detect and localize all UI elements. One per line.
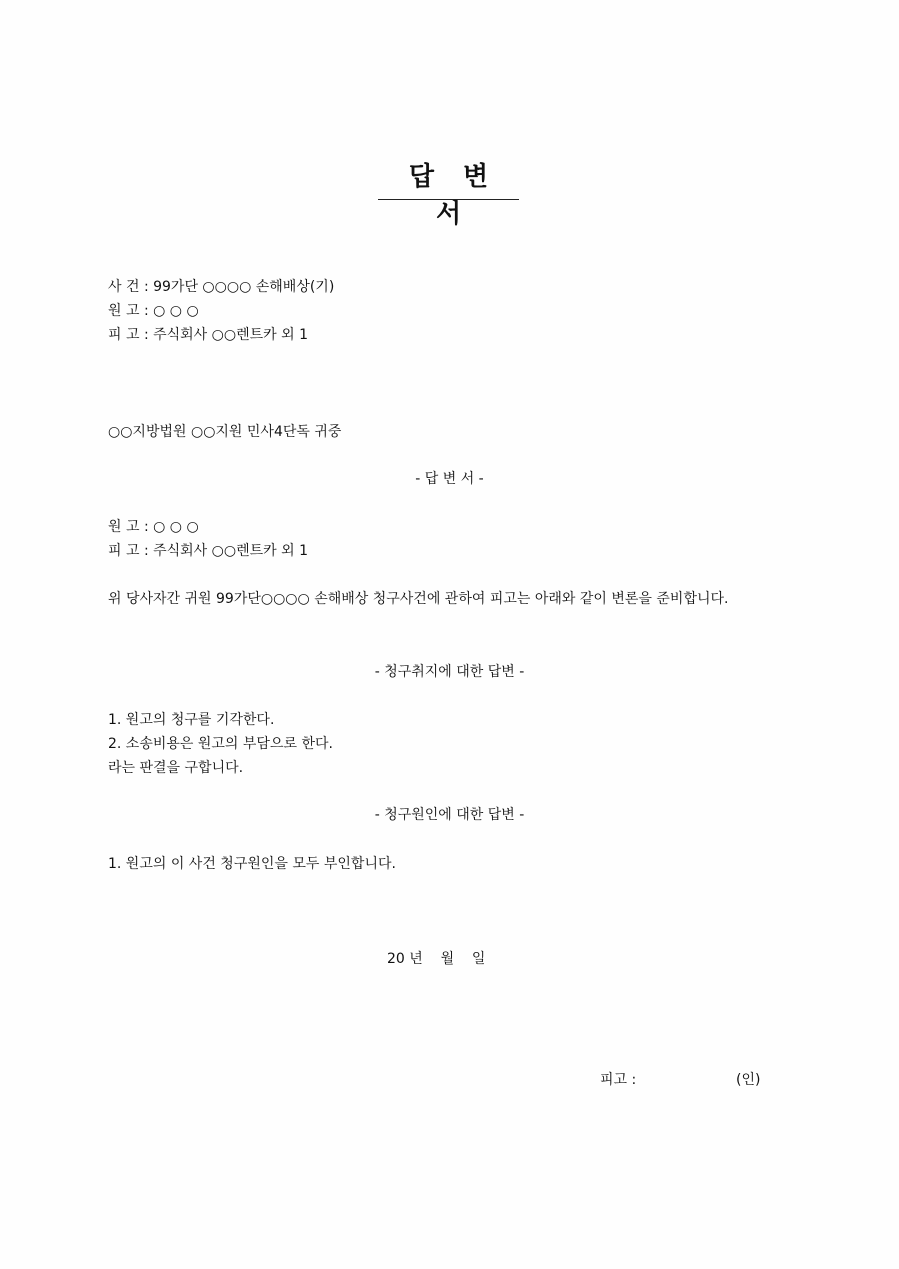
plaintiff-line: 원 고 : ○ ○ ○: [108, 303, 199, 319]
title-underline: [378, 199, 519, 200]
claim-purpose-item: 2. 소송비용은 원고의 부담으로 한다.: [108, 736, 333, 752]
intro-paragraph: 위 당사자간 귀원 99가단○○○○ 손해배상 청구사건에 관하여 피고는 아래와 같이 변론을 준비합니다.: [108, 591, 729, 607]
claim-purpose-item: 라는 판결을 구합니다.: [108, 760, 244, 776]
document-title: 답 변 서: [408, 162, 499, 229]
parties-plaintiff-line: 원 고 : ○ ○ ○: [108, 519, 199, 535]
seal-mark: (인): [736, 1072, 761, 1088]
claim-purpose-item: 1. 원고의 청구를 기각한다.: [108, 712, 275, 728]
claim-cause-item: 1. 원고의 이 사건 청구원인을 모두 부인합니다.: [108, 856, 396, 872]
signature-label: 피고 :: [600, 1072, 637, 1088]
claim-cause-heading: - 청구원인에 대한 답변 -: [374, 807, 525, 823]
parties-defendant-line: 피 고 : 주식회사 ○○렌트카 외 1: [108, 543, 308, 559]
date-line: 20 년 월 일: [387, 951, 486, 967]
defendant-line: 피 고 : 주식회사 ○○렌트카 외 1: [108, 327, 308, 343]
case-number-line: 사 건 : 99가단 ○○○○ 손해배상(기): [108, 279, 335, 295]
court-addressee: ○○지방법원 ○○지원 민사4단독 귀중: [108, 424, 342, 440]
section-heading: - 답 변 서 -: [415, 471, 484, 487]
claim-purpose-heading: - 청구취지에 대한 답변 -: [374, 664, 525, 680]
